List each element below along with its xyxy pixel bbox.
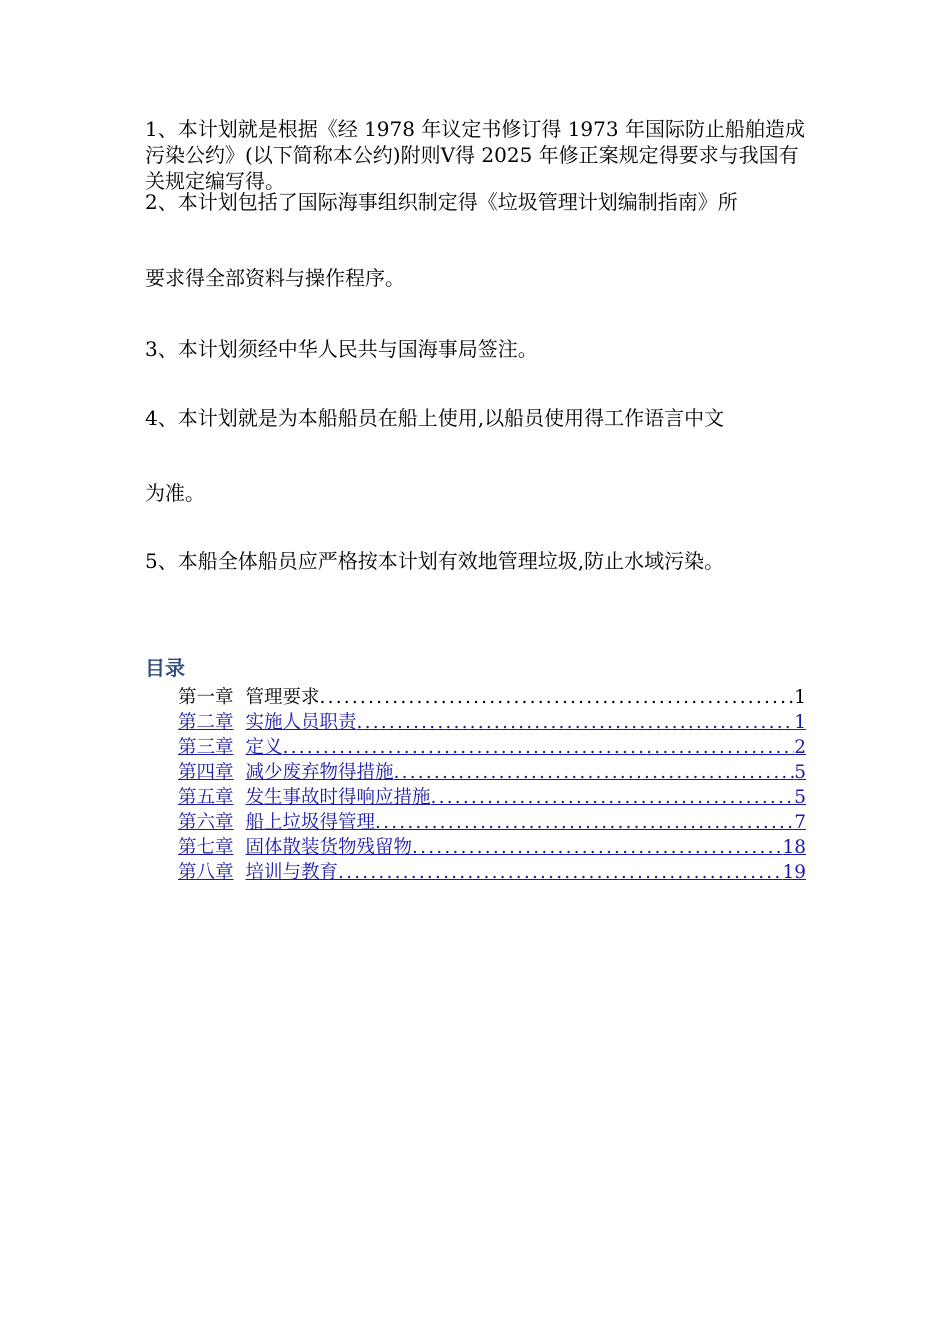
- toc-item-2[interactable]: [178, 710, 806, 735]
- toc-item-page: 1: [794, 687, 806, 708]
- paragraph-2-line-1: 2、本计划包括了国际海事组织制定得《垃圾管理计划编制指南》所: [145, 190, 738, 214]
- toc-item-title: 管理要求: [245, 687, 320, 708]
- toc-item-4[interactable]: [178, 760, 806, 785]
- toc-item-7[interactable]: [178, 835, 806, 860]
- toc-item-page: 18: [782, 837, 806, 858]
- toc-item-title: 发生事故时得响应措施: [245, 787, 431, 808]
- toc-dot-leader: [375, 810, 794, 835]
- toc-item-title: 实施人员职责: [245, 712, 357, 733]
- toc-dot-leader: [338, 860, 782, 885]
- toc-item-3[interactable]: [178, 735, 806, 760]
- toc-item-chapter: 第八章: [178, 862, 234, 883]
- toc-item-chapter: 第三章: [178, 737, 234, 758]
- toc-item-chapter: 第五章: [178, 787, 234, 808]
- toc-dot-leader: [357, 710, 795, 735]
- toc-item-6[interactable]: [178, 810, 806, 835]
- toc-dot-leader: [412, 835, 782, 860]
- toc-dot-leader: [283, 735, 795, 760]
- toc-item-title: 船上垃圾得管理: [245, 812, 376, 833]
- toc-item-title: 培训与教育: [245, 862, 339, 883]
- toc-item-1[interactable]: [178, 685, 806, 710]
- toc-item-page: 1: [794, 712, 806, 733]
- toc-heading: 目录: [145, 656, 185, 680]
- toc-item-page: 7: [794, 812, 806, 833]
- paragraph-1: 1、本计划就是根据《经 1978 年议定书修订得 1973 年国际防止船舶造成污染公约》(以下简称本公约)附则Ⅴ得 2025 年修正案规定得要求与我国有关规定编写得。: [145, 117, 805, 193]
- paragraph-3: 3、本计划须经中华人民共与国海事局签注。: [145, 337, 538, 361]
- toc-item-chapter: 第七章: [178, 837, 234, 858]
- toc-item-5[interactable]: [178, 785, 806, 810]
- toc-item-page: 19: [782, 862, 806, 883]
- toc-item-page: 5: [794, 787, 806, 808]
- toc-item-page: 5: [794, 762, 806, 783]
- toc-item-chapter: 第一章: [178, 687, 234, 708]
- paragraph-2-line-2: 要求得全部资料与操作程序。: [145, 266, 405, 290]
- paragraph-5: 5、本船全体船员应严格按本计划有效地管理垃圾,防止水域污染。: [145, 549, 725, 573]
- toc-item-chapter: 第六章: [178, 812, 234, 833]
- table-of-contents: [178, 685, 806, 885]
- paragraph-4-line-1: 4、本计划就是为本船船员在船上使用,以船员使用得工作语言中文: [145, 406, 725, 430]
- toc-item-chapter: 第四章: [178, 762, 234, 783]
- toc-dot-leader: [320, 685, 795, 710]
- paragraph-4-line-2: 为准。: [145, 481, 205, 505]
- toc-dot-leader: [394, 760, 795, 785]
- toc-item-8[interactable]: [178, 860, 806, 885]
- toc-item-title: 固体散装货物残留物: [245, 837, 413, 858]
- toc-item-title: 减少废弃物得措施: [245, 762, 394, 783]
- toc-item-page: 2: [794, 737, 806, 758]
- toc-item-chapter: 第二章: [178, 712, 234, 733]
- toc-dot-leader: [431, 785, 795, 810]
- toc-item-title: 定义: [245, 737, 283, 758]
